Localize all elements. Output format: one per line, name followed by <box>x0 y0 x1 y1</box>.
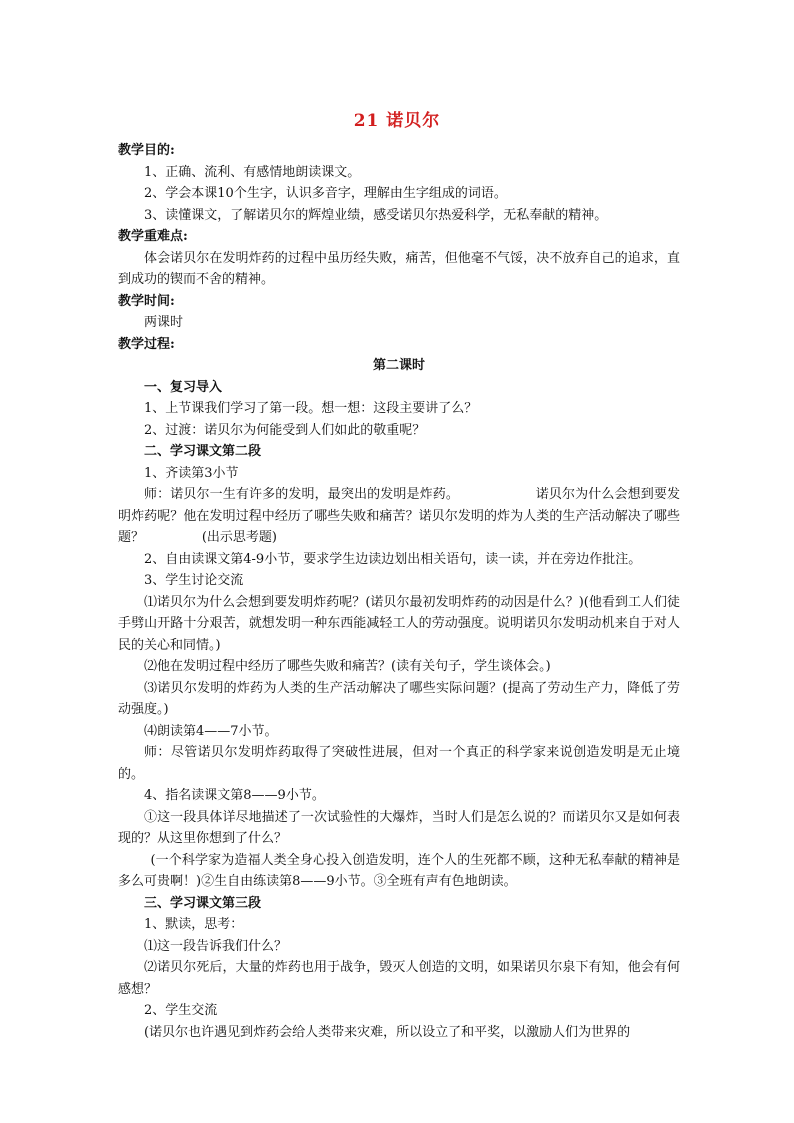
part2-heading: 二、学习课文第二段 <box>144 444 262 459</box>
part2-paragraph: ①这一段具体详尽地描述了一次试验性的大爆炸，当时人们是怎么说的？而诺贝尔又是如何表现的？从这里你想到了什么？ <box>118 809 680 846</box>
document-title: 21 诺贝尔 <box>353 111 441 131</box>
lesson-title: 第二课时 <box>372 358 425 373</box>
goal-item: 3、读懂课文，了解诺贝尔的辉煌业绩，感受诺贝尔热爱科学，无私奉献的精神。 <box>144 207 608 223</box>
part2-question: ⑶诺贝尔发明的炸药为人类的生产活动解决了哪些实际问题？(提高了劳动生产力，降低了劳动强度。) <box>118 680 680 717</box>
part3-heading: 三、学习课文第三段 <box>144 895 262 911</box>
keypoints-text: 体会诺贝尔在发明炸药的过程中虽历经失败，痛苦，但他毫不气馁，决不放弃自己的追求，直到成功的锲而不舍的精神。 <box>118 250 680 287</box>
time-text: 两课时 <box>144 315 184 330</box>
keypoints-heading: 教学重难点: <box>118 229 188 244</box>
part2-question: ⑴诺贝尔为什么会想到要发明炸药呢？(诺贝尔最初发明炸药的动因是什么？)(他看到工人们徒手劈山开路十分艰苦，就想发明一种东西能减轻工人的劳动强度。说明诺贝尔发明动机来自于对人民的关心和同情。) <box>118 594 680 653</box>
part3-paragraph: (诺贝尔也许遇见到炸药会给人类带来灾难，所以设立了和平奖，以激励人们为世界的 <box>144 1024 631 1040</box>
part2-teacher-note: 师：尽管诺贝尔发明炸药取得了突破性进展，但对一个真正的科学家来说创造发明是无止境的。 <box>118 745 680 782</box>
part2-paragraph: 4、指名读课文第8——9小节。 <box>144 788 325 803</box>
part3-question: ⑴这一段告诉我们什么？ <box>144 938 288 954</box>
part3-paragraph: 1、默读，思考： <box>144 917 244 932</box>
goals-heading: 教学目的: <box>118 143 175 158</box>
part3-question: ⑵诺贝尔死后，大量的炸药也用于战争，毁灭人创造的文明，如果诺贝尔泉下有知，他会有何感想？ <box>118 960 680 997</box>
part2-paragraph: 师：诺贝尔一生有许多的发明，最突出的发明是炸药。 诺贝尔为什么会想到要发明炸药呢？他在发明过程中经历了哪些失败和痛苦？诺贝尔发明的炸为人类的生产活动解决了哪些题？ (出示思考题) <box>118 487 680 545</box>
goal-item: 1、正确、流利、有感情地朗读课文。 <box>144 164 361 180</box>
part3-paragraph: 2、学生交流 <box>144 1003 218 1018</box>
document-body <box>118 140 680 1043</box>
time-heading: 教学时间: <box>118 293 175 309</box>
part2-paragraph: 1、齐读第3小节 <box>144 465 239 481</box>
part1-heading: 一、复习导入 <box>144 379 223 395</box>
part2-paragraph: 2、自由读课文第4-9小节，要求学生边读边划出相关语句，读一读，并在旁边作批注。 <box>144 551 642 567</box>
part1-item: 2、过渡：诺贝尔为何能受到人们如此的敬重呢？ <box>144 422 426 438</box>
part2-paragraph: (一个科学家为造福人类全身心投入创造发明，连个人的生死都不顾，这种无私奉献的精神是多么可贵啊！)②生自由练读第8——9小节。③全班有声有色地朗读。 <box>118 852 680 889</box>
part1-item: 1、上节课我们学习了第一段。想一想：这段主要讲了么？ <box>144 401 478 416</box>
process-heading: 教学过程: <box>118 336 175 352</box>
part2-paragraph: 3、学生讨论交流 <box>144 573 244 588</box>
goal-item: 2、学会本课10个生字，认识多音字，理解由生字组成的词语。 <box>144 186 507 201</box>
part2-question: ⑵他在发明过程中经历了哪些失败和痛苦？(读有关句子，学生谈体会。) <box>144 659 551 674</box>
part2-question: ⑷朗读第4——7小节。 <box>144 723 278 739</box>
